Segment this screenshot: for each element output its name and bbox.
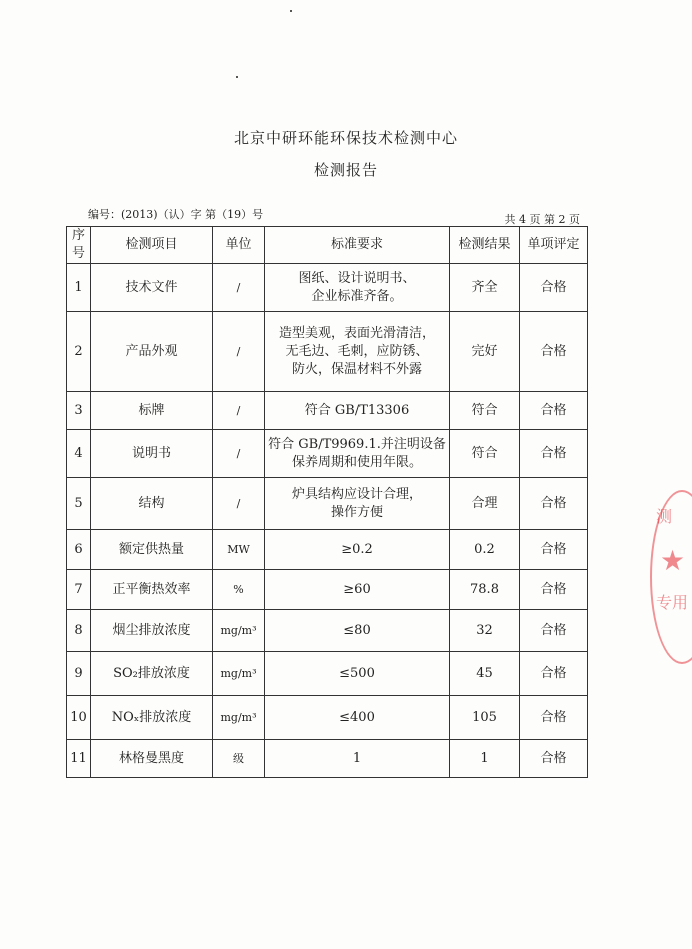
scan-speck	[290, 10, 292, 12]
cell-standard	[265, 610, 450, 652]
col-header-no: 序号	[67, 227, 91, 264]
cell-result: 32	[450, 610, 520, 652]
cell-eval: 合格	[520, 392, 588, 430]
standard-line: ≤400	[339, 709, 375, 725]
cell-result: 齐全	[450, 264, 520, 312]
cell-item: 烟尘排放浓度	[91, 610, 213, 652]
cell-eval: 合格	[520, 312, 588, 392]
standard-line: 操作方便	[330, 504, 383, 520]
cell-unit: /	[213, 478, 265, 530]
cell-result: 符合	[450, 392, 520, 430]
cell-unit: mg/m³	[213, 610, 265, 652]
col-header-standard: 标准要求	[265, 227, 450, 264]
cell-no: 10	[67, 696, 91, 740]
cell-no: 1	[67, 264, 91, 312]
table-row	[67, 430, 588, 478]
page-indicator: 共 4 页 第 2 页	[504, 213, 580, 226]
standard-line: ≤500	[339, 665, 375, 681]
report-number: 编号：(2013)（认）字 第（19）号	[88, 208, 264, 221]
standard-line: 保养周期和使用年限。	[291, 454, 422, 470]
cell-standard	[265, 740, 450, 778]
cell-item: 产品外观	[91, 312, 213, 392]
cell-result: 0.2	[450, 530, 520, 570]
cell-eval: 合格	[520, 696, 588, 740]
standard-line: 符合 GB/T13306	[304, 402, 410, 418]
cell-item: 结构	[91, 478, 213, 530]
cell-result: 合理	[450, 478, 520, 530]
cell-result: 78.8	[450, 570, 520, 610]
cell-standard	[265, 392, 450, 430]
standard-line: 炉具结构应设计合理，	[291, 486, 422, 502]
table-row	[67, 610, 588, 652]
cell-unit: mg/m³	[213, 696, 265, 740]
cell-standard	[265, 312, 450, 392]
cell-no: 2	[67, 312, 91, 392]
cell-eval: 合格	[520, 740, 588, 778]
cell-standard	[265, 264, 450, 312]
standard-line: 1	[352, 750, 362, 766]
seal-text-top: 测	[656, 507, 673, 526]
cell-no: 11	[67, 740, 91, 778]
table-row	[67, 312, 588, 392]
standard-line: 防火，保温材料不外露	[291, 361, 422, 377]
table-row	[67, 740, 588, 778]
table-row	[67, 696, 588, 740]
seal-text-bottom: 专用	[656, 593, 689, 612]
cell-eval: 合格	[520, 478, 588, 530]
table-header-row	[67, 227, 588, 264]
table-body	[67, 264, 588, 778]
col-header-unit: 单位	[213, 227, 265, 264]
cell-item: NOₓ排放浓度	[91, 696, 213, 740]
table-row	[67, 530, 588, 570]
cell-standard	[265, 530, 450, 570]
cell-no: 5	[67, 478, 91, 530]
cell-no: 3	[67, 392, 91, 430]
cell-item: 林格曼黑度	[91, 740, 213, 778]
cell-unit: mg/m³	[213, 652, 265, 696]
col-header-result: 检测结果	[450, 227, 520, 264]
table-row	[67, 392, 588, 430]
cell-result: 105	[450, 696, 520, 740]
cell-unit: 级	[213, 740, 265, 778]
cell-unit: /	[213, 264, 265, 312]
cell-unit: %	[213, 570, 265, 610]
cell-unit: /	[213, 392, 265, 430]
star-icon: ★	[660, 544, 686, 577]
cell-no: 4	[67, 430, 91, 478]
cell-result: 完好	[450, 312, 520, 392]
cell-item: 技术文件	[91, 264, 213, 312]
cell-eval: 合格	[520, 570, 588, 610]
cell-standard	[265, 478, 450, 530]
table-row	[67, 478, 588, 530]
official-seal	[650, 490, 692, 664]
standard-line: ≥0.2	[341, 541, 373, 557]
standard-line: ≥60	[343, 581, 371, 597]
cell-result: 1	[450, 740, 520, 778]
standard-line: 无毛边、毛刺，应防锈、	[285, 343, 429, 359]
cell-standard	[265, 430, 450, 478]
cell-unit: /	[213, 312, 265, 392]
scan-speck	[236, 76, 238, 78]
standard-line: ≤80	[343, 622, 371, 638]
standard-line: 造型美观，表面光滑清洁，	[278, 325, 435, 341]
standard-line: 图纸、设计说明书、	[298, 270, 416, 286]
cell-result: 45	[450, 652, 520, 696]
cell-item: 标牌	[91, 392, 213, 430]
cell-item: SO₂排放浓度	[91, 652, 213, 696]
cell-standard	[265, 570, 450, 610]
standard-line: 符合 GB/T9969.1.并注明设备	[268, 436, 446, 452]
cell-eval: 合格	[520, 530, 588, 570]
cell-eval: 合格	[520, 610, 588, 652]
col-header-eval: 单项评定	[520, 227, 588, 264]
org-title: 北京中研环能环保技术检测中心	[233, 129, 458, 147]
cell-standard	[265, 696, 450, 740]
cell-no: 6	[67, 530, 91, 570]
report-title: 检测报告	[313, 161, 378, 179]
cell-unit: MW	[213, 530, 265, 570]
cell-item: 正平衡热效率	[91, 570, 213, 610]
cell-standard	[265, 652, 450, 696]
col-header-item: 检测项目	[91, 227, 213, 264]
table-row	[67, 652, 588, 696]
cell-eval: 合格	[520, 652, 588, 696]
cell-no: 7	[67, 570, 91, 610]
inspection-table	[66, 226, 588, 778]
cell-item: 额定供热量	[91, 530, 213, 570]
cell-unit: /	[213, 430, 265, 478]
cell-no: 9	[67, 652, 91, 696]
table-row	[67, 570, 588, 610]
table-row	[67, 264, 588, 312]
cell-eval: 合格	[520, 430, 588, 478]
cell-item: 说明书	[91, 430, 213, 478]
cell-no: 8	[67, 610, 91, 652]
cell-eval: 合格	[520, 264, 588, 312]
cell-result: 符合	[450, 430, 520, 478]
standard-line: 企业标准齐备。	[311, 288, 403, 304]
